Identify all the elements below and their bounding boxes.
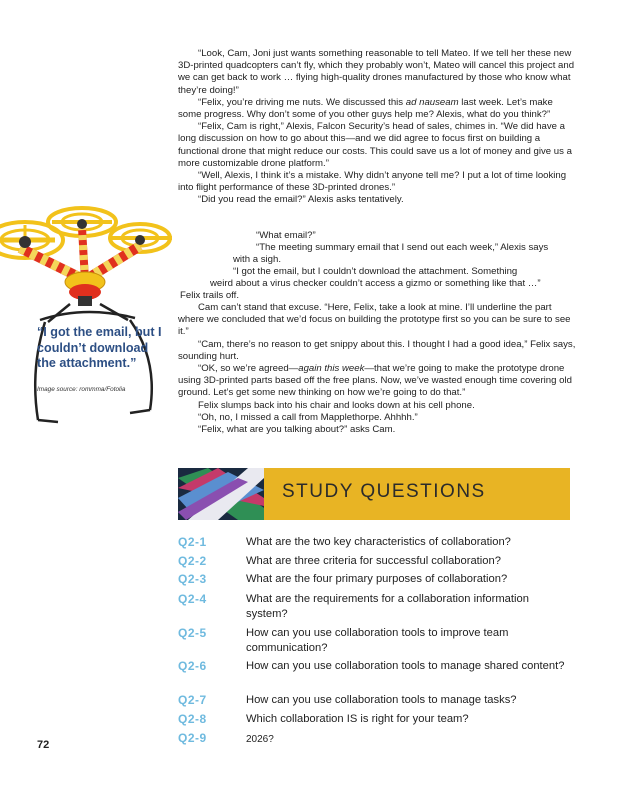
question-number: Q2-2 xyxy=(178,554,207,568)
story-paragraph xyxy=(178,97,578,121)
story-paragraph: “Well, Alexis, I think it’s a mistake. Why didn’t anyone tell me? I put a lot of time looking into flight performance of these 3D-printed drones.” xyxy=(178,170,567,194)
pull-quote: “I got the email, but I couldn’t download the attachment.” xyxy=(37,325,162,370)
story-paragraph: Felix slumps back into his chair and looks down at his cell phone. xyxy=(198,399,475,411)
question-number: Q2-9 xyxy=(178,731,207,745)
question-text: How can you use collaboration tools to manage tasks? xyxy=(246,694,517,706)
study-questions-banner xyxy=(178,468,570,520)
story-text-run: —that we’re going to make the prototype drone using 3D-printed parts based off the free plans. Now, we’ve wasted enough time covering old ground. Let’s get some new thinking on how we’re going to do that.” xyxy=(178,363,572,399)
story-paragraph xyxy=(178,363,578,400)
story-line: with a sigh. xyxy=(233,254,281,265)
question-number: Q2-5 xyxy=(178,626,207,640)
question-text: How can you use collaboration tools to manage shared content? xyxy=(246,660,565,672)
story-text-run: last week. Let’s make some progress. Why don’t some of you other guys help me? Alexis, what do you think?” xyxy=(178,96,553,121)
story-paragraph: Cam can’t stand that excuse. “Here, Felix, take a look at mine. I’ll underline the part where we concluded that we’d focus on building the prototype first so you can be sure to see it.” xyxy=(178,302,571,338)
question-text: What are the requirements for a collaboration information system? xyxy=(246,593,529,620)
question-number: Q2-1 xyxy=(178,535,207,549)
story-emphasis: ad nauseam xyxy=(405,96,459,108)
story-paragraph: “Did you read the email?” Alexis asks tentatively. xyxy=(198,194,404,206)
question-text: What are the two key characteristics of collaboration? xyxy=(246,536,511,548)
question-text: How can you use collaboration tools to improve team communication? xyxy=(246,627,509,654)
question-number: Q2-3 xyxy=(178,572,207,586)
question-text: Which collaboration IS is right for your team? xyxy=(246,713,469,725)
story-line: “I got the email, but I couldn’t download the attachment. Something xyxy=(233,266,518,277)
image-credit: Image source: rommma/Fotolia xyxy=(37,386,126,393)
question-number: Q2-7 xyxy=(178,693,207,707)
study-questions-title: STUDY QUESTIONS xyxy=(282,481,486,502)
story-paragraph: “Felix, what are you talking about?” asks Cam. xyxy=(198,424,396,436)
story-emphasis: again this week xyxy=(298,363,365,375)
question-number: Q2-4 xyxy=(178,592,207,606)
question-text: What are the four primary purposes of collaboration? xyxy=(246,573,508,585)
story-text-run: “Felix, you’re driving me nuts. We discussed this xyxy=(198,96,406,108)
story-paragraph: “Cam, there’s no reason to get snippy about this. I thought I had a good idea,” Felix says, sounding hurt. xyxy=(178,338,576,362)
question-number: Q2-8 xyxy=(178,712,207,726)
story-paragraph: “Felix, Cam is right,” Alexis, Falcon Security’s head of sales, chimes in. “We did have a long discussion on how to go about this—and we did agree to focus first on building a functional drone that might reduce our costs. This could save us a lot of money and give us a more customizable drone platform.” xyxy=(178,121,572,169)
question-text: 2026? xyxy=(246,734,274,745)
question-number: Q2-6 xyxy=(178,659,207,673)
story-line: Felix trails off. xyxy=(180,290,240,301)
question-text: What are three criteria for successful collaboration? xyxy=(246,555,501,567)
abstract-image xyxy=(178,468,264,520)
page-number: 72 xyxy=(37,739,50,751)
story-line: “The meeting summary email that I send out each week,” Alexis says xyxy=(256,242,549,253)
story-text xyxy=(178,48,578,207)
story-text-run: “OK, so we’re agreed— xyxy=(198,363,299,375)
story-paragraph: “Oh, no, I missed a call from Mapplethorpe. Ahhhh.” xyxy=(198,411,418,423)
story-line: “What email?” xyxy=(256,230,316,241)
story-paragraph: “Look, Cam, Joni just wants something reasonable to tell Mateo. If we tell her these new 3D-printed quadcopters can’t fly, which they probably won’t, Mateo will cancel this project and we can get back to work … flying high-quality drones manufactured by those who know what they’re doing!” xyxy=(178,48,575,96)
story-line: weird about a virus checker couldn’t access a gizmo or something like that …” xyxy=(210,278,541,289)
story-text-continued xyxy=(178,302,578,436)
